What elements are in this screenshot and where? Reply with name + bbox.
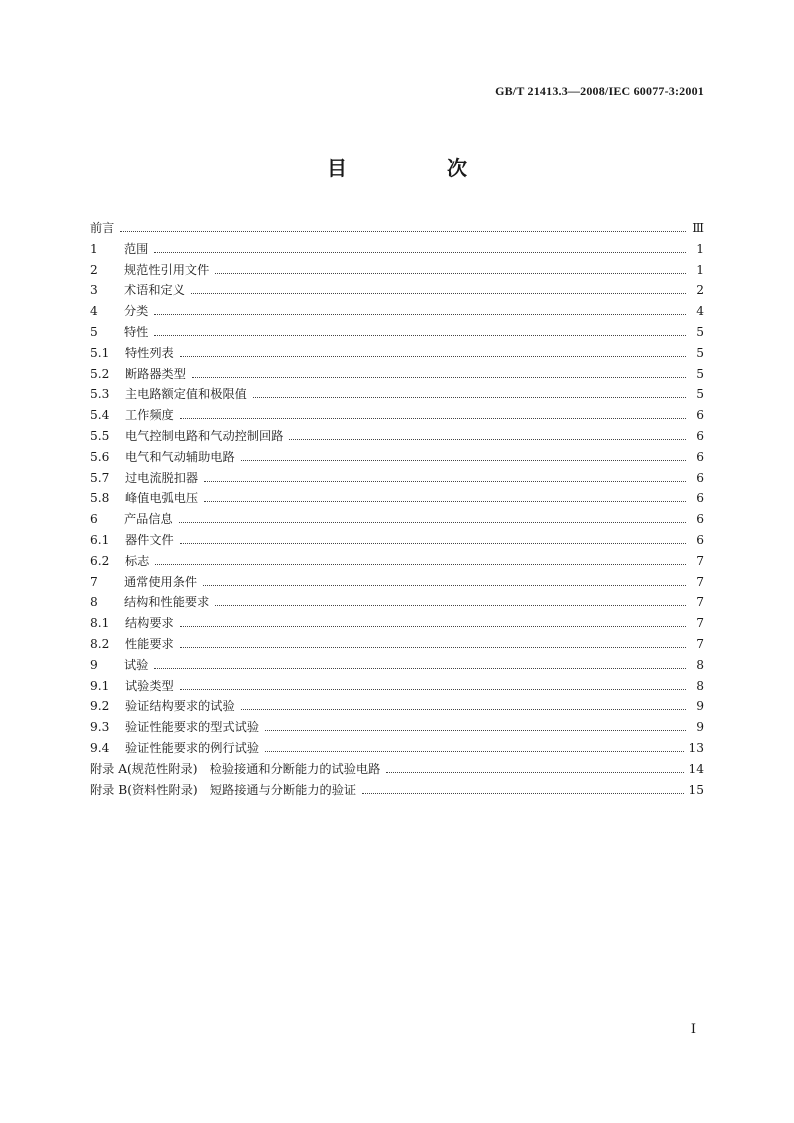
toc-entry-label: 附录 B(资料性附录) 短路接通与分断能力的验证 [90,782,357,797]
toc-entry-label: 验证结构要求的试验 [125,699,235,714]
toc-dot-leader [154,252,686,253]
toc-dot-leader [204,481,686,482]
toc-entry[interactable] [90,655,704,676]
toc-dot-leader [265,730,686,731]
toc-dot-leader [120,231,686,232]
toc-entry-label: 标志 [125,553,150,568]
toc-entry[interactable] [90,759,704,780]
toc-entry[interactable] [90,551,704,572]
toc-entry[interactable] [90,676,704,697]
toc-dot-leader [180,543,686,544]
toc-entry-label: 过电流脱扣器 [125,470,199,485]
toc-entry[interactable] [90,260,704,281]
toc-entry-page: 7 [696,616,704,631]
toc-dot-leader [154,314,686,315]
toc-entry-number: 5.2 [90,366,110,381]
toc-dot-leader [386,772,684,773]
toc-entry-number: 5.7 [90,470,110,485]
toc-entry-label: 主电路额定值和极限值 [125,387,247,402]
toc-entry-label: 试验类型 [125,678,174,693]
toc-entry[interactable] [90,322,704,343]
toc-entry-page: 1 [696,241,704,256]
toc-entry-number: 2 [90,262,98,277]
toc-entry-number: 9 [90,657,98,672]
toc-entry-label: 附录 A(规范性附录) 检验接通和分断能力的试验电路 [90,761,381,776]
toc-entry-page: 9 [696,720,704,735]
toc-dot-leader [253,397,686,398]
toc-entry-number: 5.5 [90,428,110,443]
toc-entry[interactable] [90,488,704,509]
toc-entry-label: 术语和定义 [124,283,185,298]
toc-entry-number: 7 [90,574,98,589]
toc-entry-number: 9.1 [90,678,110,693]
toc-entry-number: 3 [90,283,98,298]
toc-entry[interactable] [90,530,704,551]
toc-entry-label: 通常使用条件 [124,574,198,589]
standard-code-header: GB/T 21413.3—2008/IEC 60077-3:2001 [495,84,704,98]
toc-dot-leader [362,793,684,794]
toc-entry[interactable] [90,509,704,530]
toc-entry-number: 8 [90,595,98,610]
toc-entry-label: 验证性能要求的型式试验 [125,720,260,735]
toc-entry[interactable] [90,634,704,655]
toc-dot-leader [155,564,686,565]
toc-entry-number: 5.8 [90,491,110,506]
toc-entry-label: 断路器类型 [125,366,186,381]
toc-entry[interactable] [90,572,704,593]
toc-entry[interactable] [90,780,704,801]
toc-entry-label: 峰值电弧电压 [125,491,199,506]
toc-entry-page: 9 [696,699,704,714]
toc-entry-number: 9.4 [90,740,110,755]
toc-entry[interactable] [90,426,704,447]
toc-dot-leader [203,585,686,586]
toc-entry-page: 6 [696,491,704,506]
toc-entry-label: 电气控制电路和气动控制回路 [125,428,284,443]
toc-entry-page: 1 [696,262,704,277]
toc-entry-label: 前言 [90,221,115,235]
toc-entry-number: 8.1 [90,616,110,631]
toc-entry-page: 8 [696,678,704,693]
toc-entry[interactable] [90,364,704,385]
toc-entry-label: 特性 [124,324,149,339]
toc-entry-page: 6 [696,470,704,485]
toc-entry-number: 6.2 [90,553,110,568]
toc-entry-number: 5.4 [90,408,110,423]
toc-entry[interactable] [90,239,704,260]
toc-entry-number: 6 [90,512,98,527]
toc-entry[interactable] [90,447,704,468]
toc-entry-label: 规范性引用文件 [124,262,210,277]
toc-entry[interactable] [90,468,704,489]
toc-entry-label: 特性列表 [125,345,174,360]
toc-entry-page: 14 [688,761,704,776]
toc-entry[interactable] [90,613,704,634]
toc-entry[interactable] [90,738,704,759]
toc-dot-leader [179,522,686,523]
toc-entry-page: 5 [696,324,704,339]
toc-dot-leader [215,273,686,274]
toc-dot-leader [154,668,686,669]
toc-dot-leader [154,335,686,336]
toc-entry-page: 7 [696,574,704,589]
toc-entry-number: 9.2 [90,699,110,714]
toc-entry-label: 电气和气动辅助电路 [125,449,235,464]
toc-entry[interactable] [90,405,704,426]
toc-dot-leader [180,647,686,648]
toc-dot-leader [215,605,686,606]
toc-entry-label: 结构要求 [125,616,174,631]
toc-entry[interactable] [90,696,704,717]
toc-entry-label: 性能要求 [125,636,174,651]
toc-dot-leader [241,709,686,710]
toc-entry-page: 6 [696,428,704,443]
toc-dot-leader [180,689,686,690]
toc-entry-page: 7 [696,553,704,568]
toc-entry-number: 6.1 [90,532,110,547]
toc-entry-page: 6 [696,512,704,527]
toc-entry-number: 8.2 [90,636,110,651]
toc-dot-leader [180,626,686,627]
toc-entry-page: 5 [696,387,704,402]
page-number: I [690,1022,696,1037]
toc-dot-leader [204,501,686,502]
toc-entry-number: 5.1 [90,345,110,360]
toc-dot-leader [180,356,686,357]
toc-entry-page: 7 [696,636,704,651]
toc-entry[interactable] [90,384,704,405]
toc-entry[interactable] [90,218,704,239]
toc-dot-leader [192,377,686,378]
toc-entry-number: 5.3 [90,387,110,402]
toc-dot-leader [191,293,686,294]
toc-dot-leader [180,418,686,419]
toc-entry-number: 4 [90,304,98,319]
toc-entry-label: 验证性能要求的例行试验 [125,740,260,755]
toc-entry-page: 6 [696,449,704,464]
toc-entry-label: 试验 [124,657,149,672]
toc-entry-number: 5 [90,324,98,339]
toc-entry-label: 分类 [124,304,149,319]
toc-entry-number: 5.6 [90,449,110,464]
toc-entry-page: 5 [696,345,704,360]
toc-entry[interactable] [90,301,704,322]
toc-entry-page: 8 [696,657,704,672]
toc-entry[interactable] [90,280,704,301]
toc-entry[interactable] [90,592,704,613]
toc-entry-label: 产品信息 [124,512,173,527]
table-of-contents [90,218,704,800]
toc-entry-page: 15 [688,782,704,797]
toc-entry-page: Ⅲ [692,221,704,235]
toc-dot-leader [265,751,684,752]
toc-entry-label: 器件文件 [125,532,174,547]
toc-entry[interactable] [90,343,704,364]
toc-entry[interactable] [90,717,704,738]
toc-entry-page: 4 [696,304,704,319]
toc-entry-page: 7 [696,595,704,610]
toc-entry-label: 范围 [124,241,149,256]
toc-entry-label: 工作频度 [125,408,174,423]
toc-entry-page: 13 [688,740,704,755]
toc-dot-leader [241,460,686,461]
toc-entry-page: 6 [696,532,704,547]
toc-entry-page: 5 [696,366,704,381]
toc-dot-leader [289,439,686,440]
toc-entry-number: 9.3 [90,720,110,735]
toc-entry-page: 6 [696,408,704,423]
toc-entry-number: 1 [90,241,98,256]
page-title: 目 次 [327,156,507,180]
toc-entry-label: 结构和性能要求 [124,595,210,610]
toc-entry-page: 2 [696,283,704,298]
